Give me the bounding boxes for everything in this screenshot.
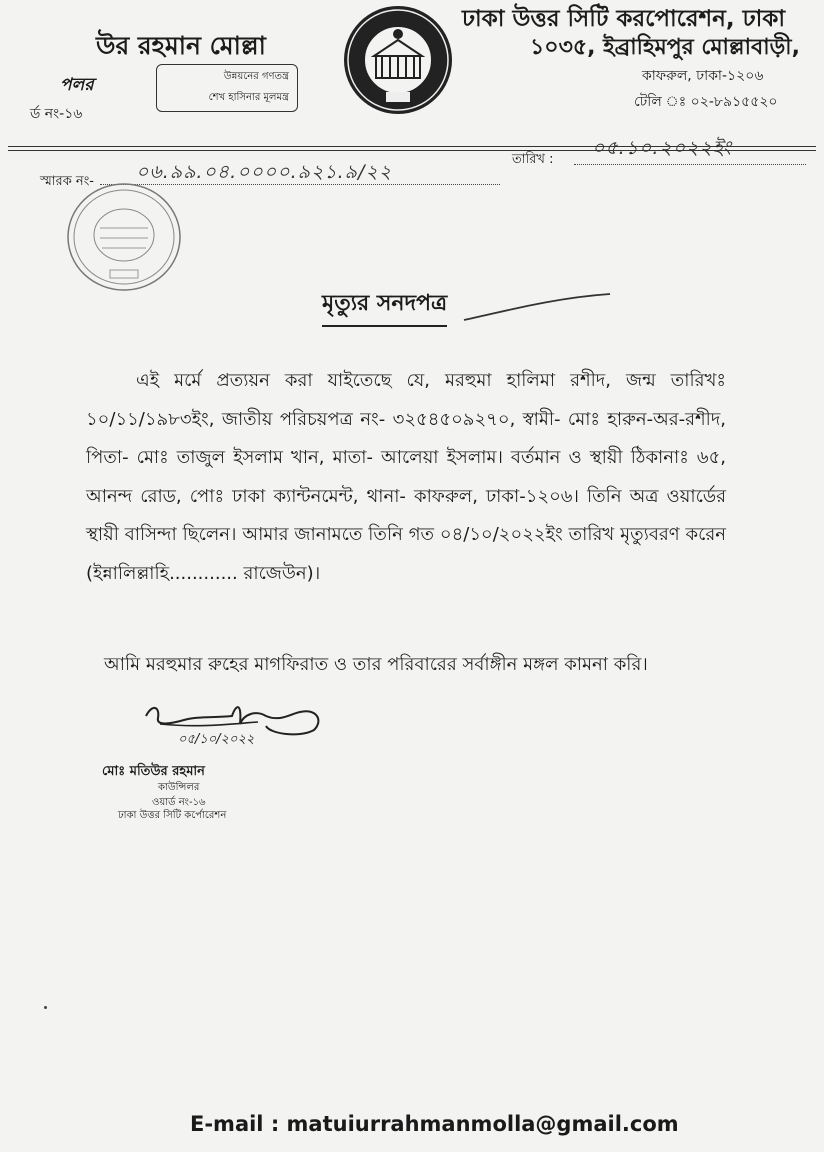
councillor-title: পলর: [60, 75, 94, 95]
signature-date: ০৫/১০/২০২২: [178, 732, 255, 747]
councillor-name-heading: উর রহমান মোল্লা: [96, 31, 266, 60]
slogan-box: [156, 64, 298, 112]
phone-number: টেলি ঃ ০২-৮৯১৫৫২০: [634, 94, 778, 110]
ward-number: র্ড নং-১৬: [30, 106, 83, 122]
pen-flourish-icon: [462, 290, 612, 324]
ward-office-stamp-icon: [64, 180, 184, 294]
date-value: ০৫.১০.২০২২ইং: [592, 137, 732, 159]
date-label: তারিখ :: [512, 152, 554, 167]
stray-dot: [44, 1006, 47, 1009]
footer-email: E-mail : matuiurrahmanmolla@gmail.com: [190, 1112, 679, 1136]
city-corporation-seal-icon: [342, 4, 454, 116]
slogan-line-1: উন্নয়নের গণতন্ত্র: [223, 71, 289, 82]
slogan-line-2: শেখ হাসিনার মূলমন্ত্র: [208, 92, 289, 103]
certificate-title: মৃত্যুর সনদপত্র: [322, 286, 447, 327]
signatory-name: মোঃ মতিউর রহমান: [102, 764, 205, 779]
signatory-organization: ঢাকা উত্তর সিটি কর্পোরেশন: [118, 810, 227, 821]
certificate-body: এই মর্মে প্রত্যয়ন করা যাইতেছে যে, মরহুমা হালিমা রশীদ, জন্ম তারিখঃ ১০/১১/১৯৮৩ইং, জাতীয় পরিচয়পত্র নং- ৩২৫৪৫০৯২৭০, স্বামী- মোঃ হারুন-অর-রশীদ, পিতা- মোঃ তাজুল ইসলাম খান, মাতা- আলেয়া ইসলাম। বর্তমান ও স্থায়ী ঠিকানাঃ ৬৫, আনন্দ রোড, পোঃ ঢাকা ক্যান্টনমেন্ট, থানা- কাফরুল, ঢাকা-১২০৬। তিনি অত্র ওয়ার্ডের স্থায়ী বাসিন্দা ছিলেন। আমার জানামতে তিনি গত ০৪/১০/২০২২ইং তারিখ মৃত্যুবরণ করেন (ইন্নালিল্লাহি............ রাজেউন)।: [86, 370, 726, 584]
signatory-ward: ওয়ার্ড নং-১৬: [152, 797, 206, 808]
memo-number-label: স্মারক নং-: [40, 174, 94, 189]
address-line-2: কাফরুল, ঢাকা-১২০৬: [642, 68, 764, 84]
organization-name: ঢাকা উত্তর সিটি করপোরেশন, ঢাকা: [462, 6, 786, 32]
signatory-role: কাউন্সিলর: [158, 782, 200, 793]
address-line-1: ১০৩৫, ইব্রাহিমপুর মোল্লাবাড়ী,: [530, 35, 800, 60]
closing-statement: আমি মরহুমার রুহের মাগফিরাত ও তার পরিবারের সর্বাঙ্গীন মঙ্গল কামনা করি।: [104, 654, 648, 675]
memo-number-value: ০৬.৯৯.০৪.০০০০.৯২১.৯/২২: [136, 161, 393, 183]
